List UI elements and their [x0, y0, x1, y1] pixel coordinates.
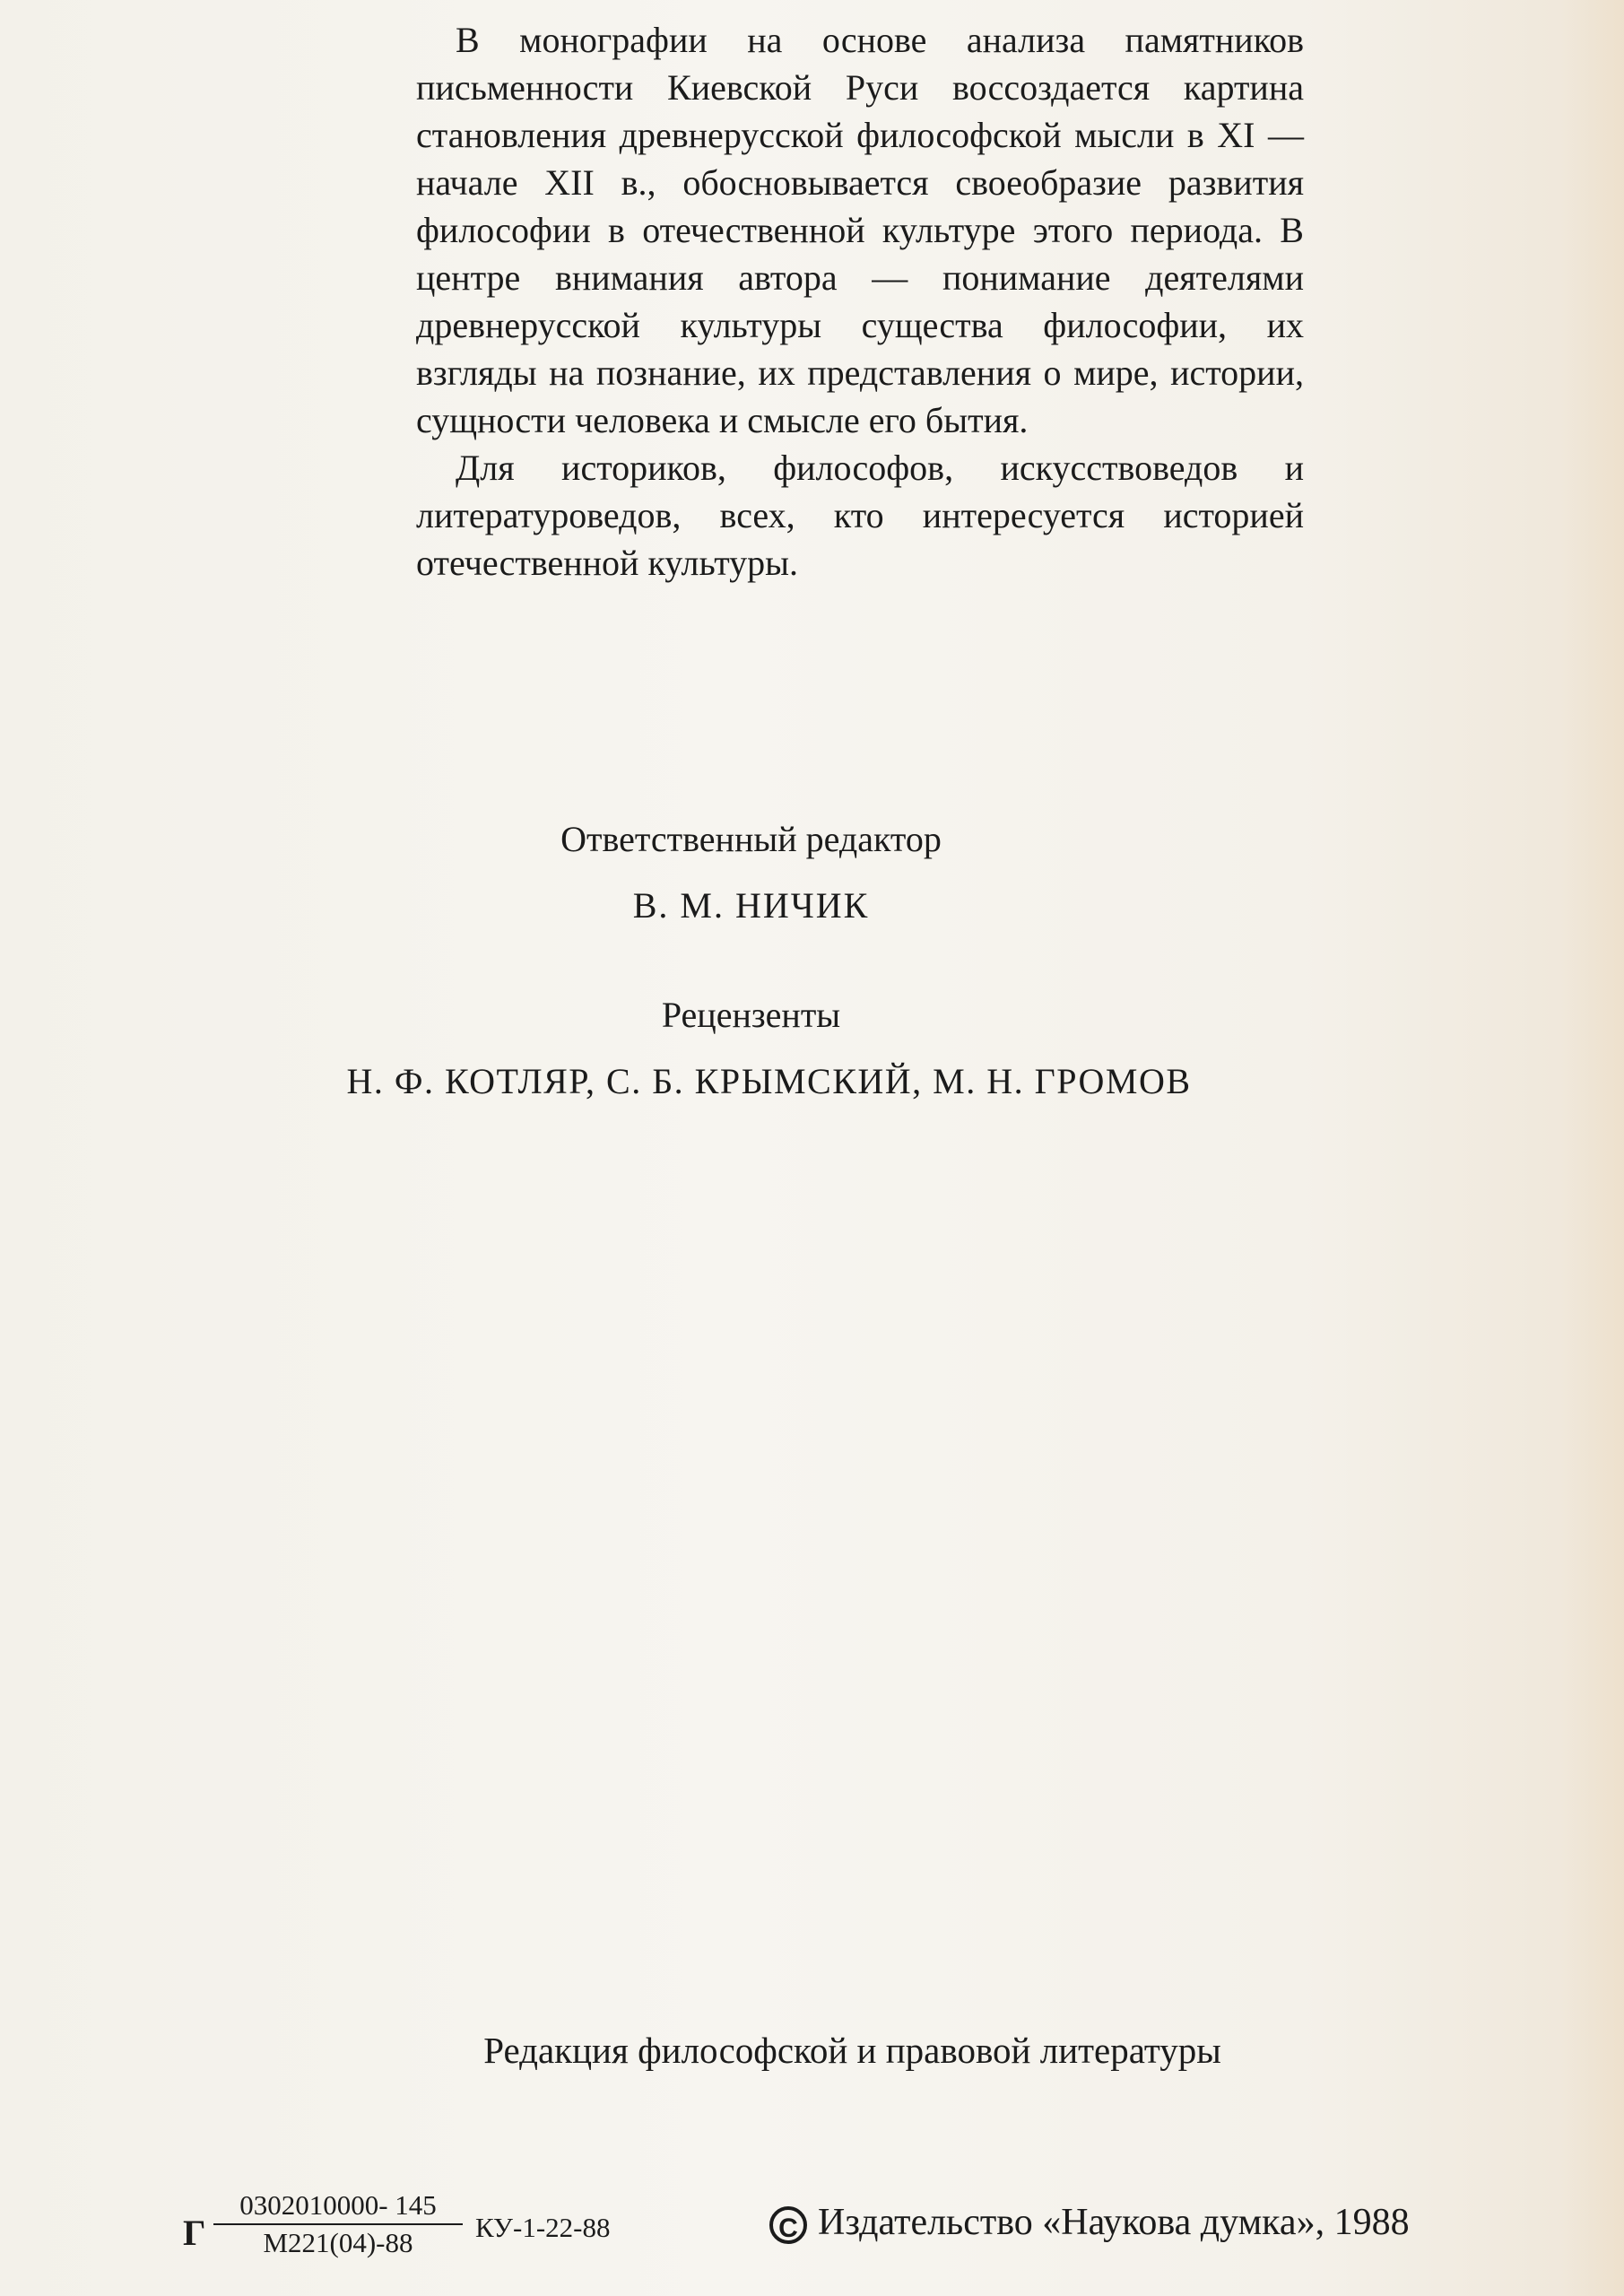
- imprint-fraction: [213, 2190, 463, 2259]
- abstract-paragraph-2: Для историков, философов, искусствоведов и литературоведов, всех, кто интересуется историей отечественной культуры.: [416, 448, 1304, 583]
- imprint-numerator: 0302010000- 145: [213, 2190, 463, 2225]
- imprint-letter: Г: [183, 2213, 206, 2253]
- reviewers-names: Н. Ф. КОТЛЯР, С. Б. КРЫМСКИЙ, М. Н. ГРОМОВ: [346, 1061, 1192, 1101]
- copyright-notice: [769, 2201, 1410, 2244]
- responsible-editor-name: В. М. НИЧИК: [632, 885, 870, 926]
- abstract-paragraph-1: В монографии на основе анализа памятников письменности Киевской Руси воссоздается картина становления древнерусской философской мысли в XI — начале XII в., обосновывается своеобразие развития философии в отечественной культуре этого периода. В центре внимания автора — понимание деятелями древнерусской культуры существа философии, их взгляды на познание, их представления о мире, истории, сущности человека и смысле его бытия.: [416, 20, 1304, 440]
- reviewers-label: Рецензенты: [661, 995, 841, 1035]
- imprint-denominator: М221(04)-88: [263, 2227, 413, 2258]
- imprint-code: КУ-1-22-88: [475, 2212, 611, 2243]
- page-edge-tint: [1561, 0, 1624, 2296]
- copyright-text: Издательство «Наукова думка», 1988: [818, 2202, 1410, 2243]
- copyright-icon: C: [769, 2206, 807, 2244]
- editorial-division: Редакция философской и правовой литературы: [483, 2030, 1221, 2071]
- abstract-block: [416, 16, 1304, 587]
- imprint-line: [183, 2190, 1546, 2271]
- responsible-editor-label: Ответственный редактор: [560, 819, 942, 859]
